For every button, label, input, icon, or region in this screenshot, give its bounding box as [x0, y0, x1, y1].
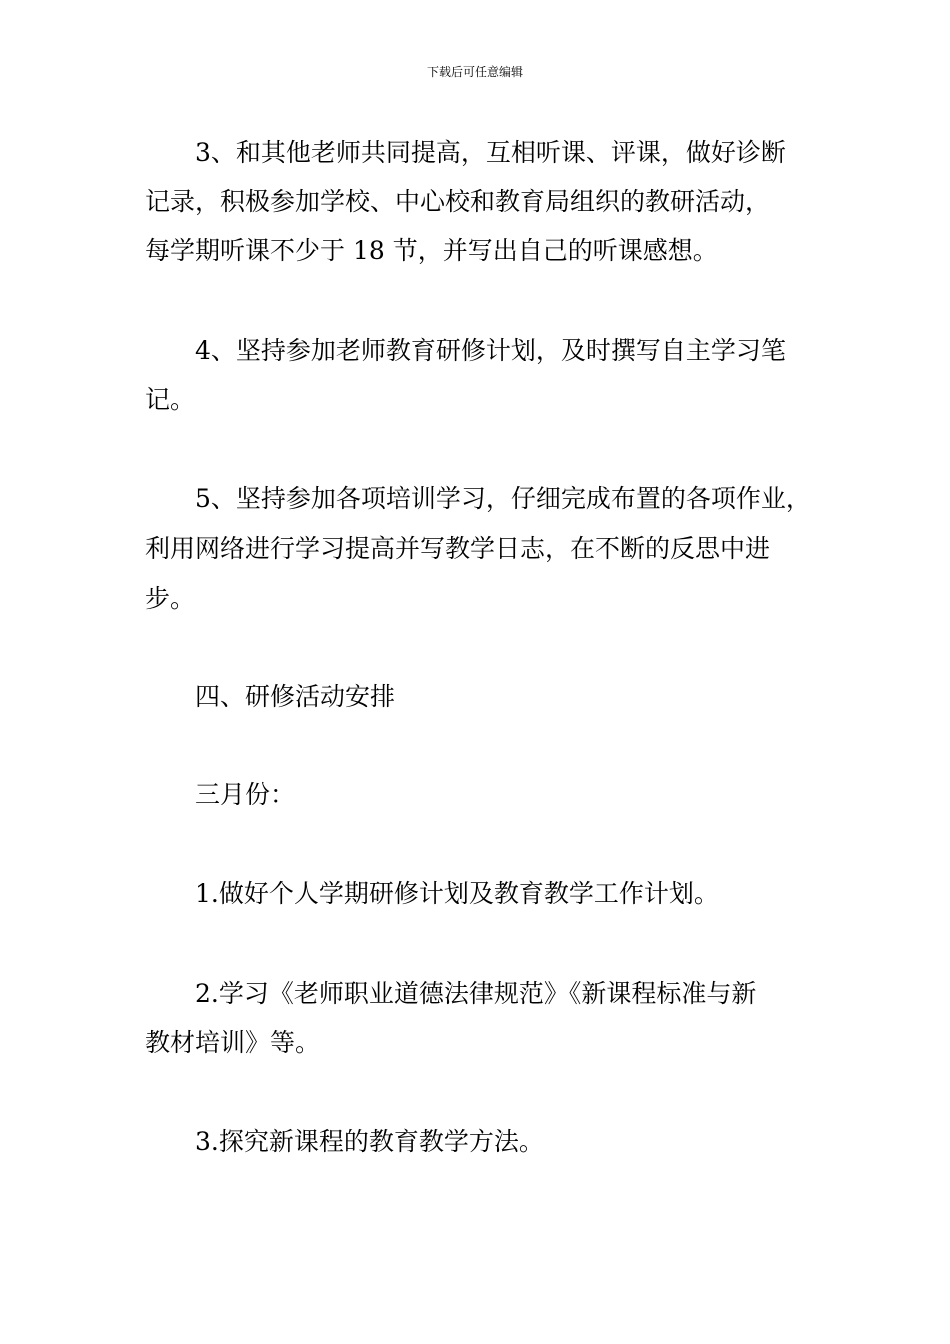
- list-item: 1.做好个人学期研修计划及教育教学工作计划。: [195, 879, 719, 908]
- paragraph-line: 3、和其他老师共同提高，互相听课、评课，做好诊断: [195, 138, 786, 167]
- paragraph-line: 2.学习《老师职业道德法律规范》《新课程标准与新: [195, 979, 757, 1008]
- section-heading: 四、研修活动安排: [195, 682, 396, 711]
- paragraph-line: 记。: [145, 385, 196, 414]
- list-item: 3.探究新课程的教育教学方法。: [195, 1127, 544, 1156]
- paragraph-line: 5、坚持参加各项培训学习，仔细完成布置的各项作业，: [195, 484, 811, 513]
- month-label: 三月份：: [195, 780, 296, 809]
- paragraph-line: 利用网络进行学习提高并写教学日志，在不断的反思中进: [145, 534, 771, 563]
- paragraph-line: 4、坚持参加老师教育研修计划，及时撰写自主学习笔: [195, 336, 786, 365]
- page-header: 下载后可任意编辑: [426, 65, 523, 79]
- paragraph-line: 每学期听课不少于 18 节，并写出自己的听课感想。: [145, 236, 718, 265]
- paragraph-line: 步。: [145, 584, 196, 613]
- paragraph-line: 教材培训》等。: [145, 1028, 321, 1057]
- paragraph-line: 记录，积极参加学校、中心校和教育局组织的教研活动，: [145, 187, 771, 216]
